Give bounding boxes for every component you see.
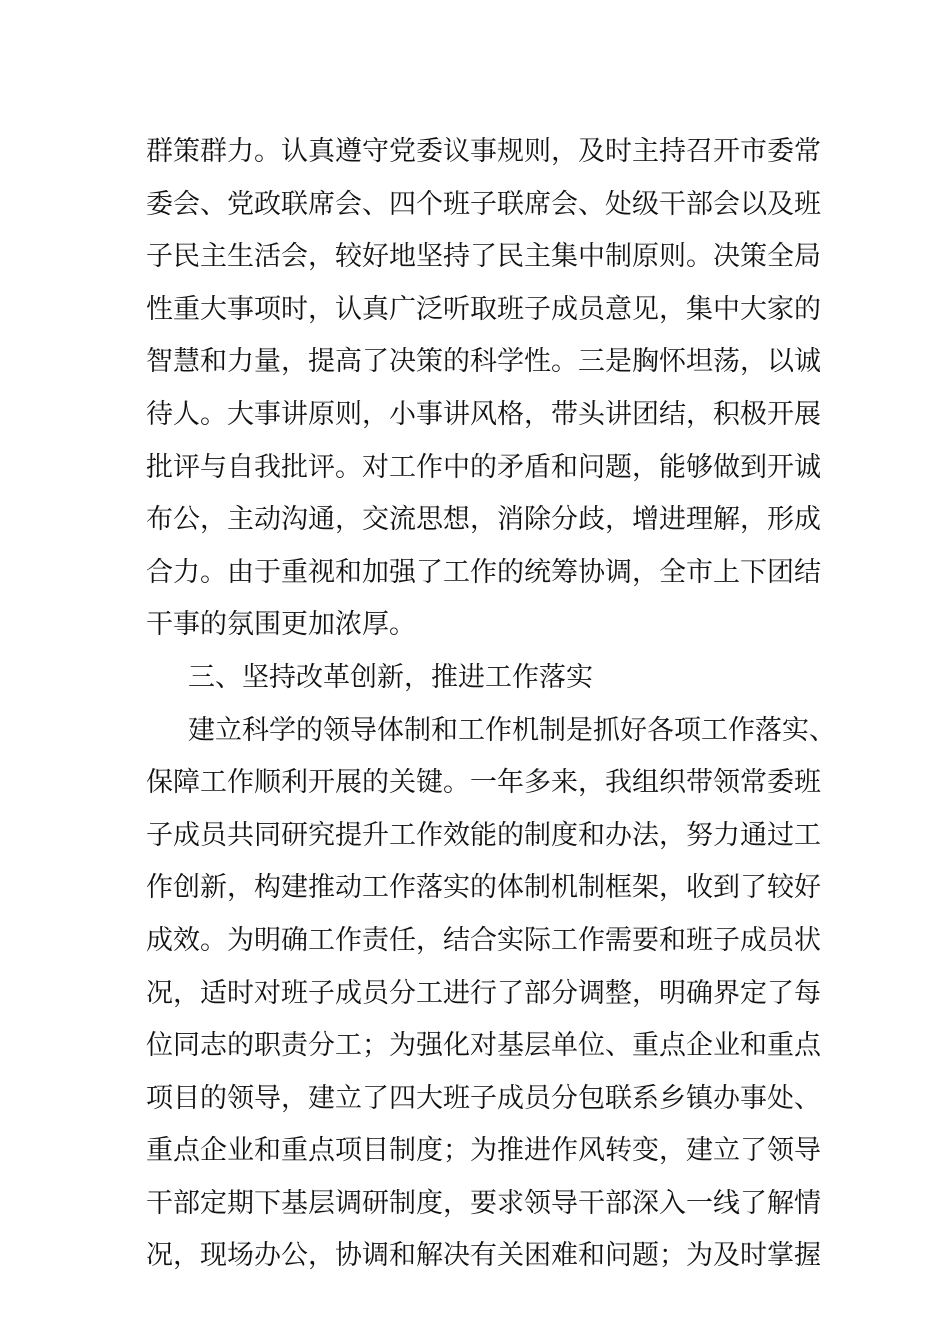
paragraph-first-line: 建立科学的领导体制和工作机制是抓好各项工作落实、 bbox=[188, 714, 836, 746]
text-line: 况，现场办公，协调和解决有关困难和问题；为及时掌握 bbox=[146, 1240, 821, 1272]
text-line: 项目的领导，建立了四大班子成员分包联系乡镇办事处、 bbox=[146, 1082, 821, 1114]
text-line: 况，适时对班子成员分工进行了部分调整，明确界定了每 bbox=[146, 977, 821, 1009]
text-line: 合力。由于重视和加强了工作的统筹协调，全市上下团结 bbox=[146, 556, 821, 588]
body-text bbox=[146, 126, 836, 1283]
text-line: 成效。为明确工作责任，结合实际工作需要和班子成员状 bbox=[146, 924, 821, 956]
text-line: 作创新，构建推动工作落实的体制机制框架，收到了较好 bbox=[146, 872, 821, 904]
section-heading: 三、坚持改革创新，推进工作落实 bbox=[188, 661, 593, 693]
text-line: 批评与自我批评。对工作中的矛盾和问题，能够做到开诚 bbox=[146, 451, 821, 483]
text-line: 位同志的职责分工；为强化对基层单位、重点企业和重点 bbox=[146, 1030, 821, 1062]
text-line: 干部定期下基层调研制度，要求领导干部深入一线了解情 bbox=[146, 1187, 821, 1219]
text-line: 智慧和力量，提高了决策的科学性。三是胸怀坦荡，以诚 bbox=[146, 346, 821, 378]
text-line: 群策群力。认真遵守党委议事规则，及时主持召开市委常 bbox=[146, 136, 821, 167]
text-line: 性重大事项时，认真广泛听取班子成员意见，集中大家的 bbox=[146, 293, 821, 325]
text-line: 子成员共同研究提升工作效能的制度和办法，努力通过工 bbox=[146, 819, 821, 851]
paragraph-last-line: 干事的氛围更加浓厚。 bbox=[146, 609, 416, 641]
text-line: 布公，主动沟通，交流思想，消除分歧，增进理解，形成 bbox=[146, 504, 821, 536]
text-line: 待人。大事讲原则，小事讲风格，带头讲团结，积极开展 bbox=[146, 398, 821, 430]
text-line: 保障工作顺利开展的关键。一年多来，我组织带领常委班 bbox=[146, 767, 821, 799]
text-line: 子民主生活会，较好地坚持了民主集中制原则。决策全局 bbox=[146, 241, 821, 273]
text-line: 重点企业和重点项目制度；为推进作风转变，建立了领导 bbox=[146, 1135, 821, 1167]
text-line: 委会、党政联席会、四个班子联席会、处级干部会以及班 bbox=[146, 188, 821, 220]
